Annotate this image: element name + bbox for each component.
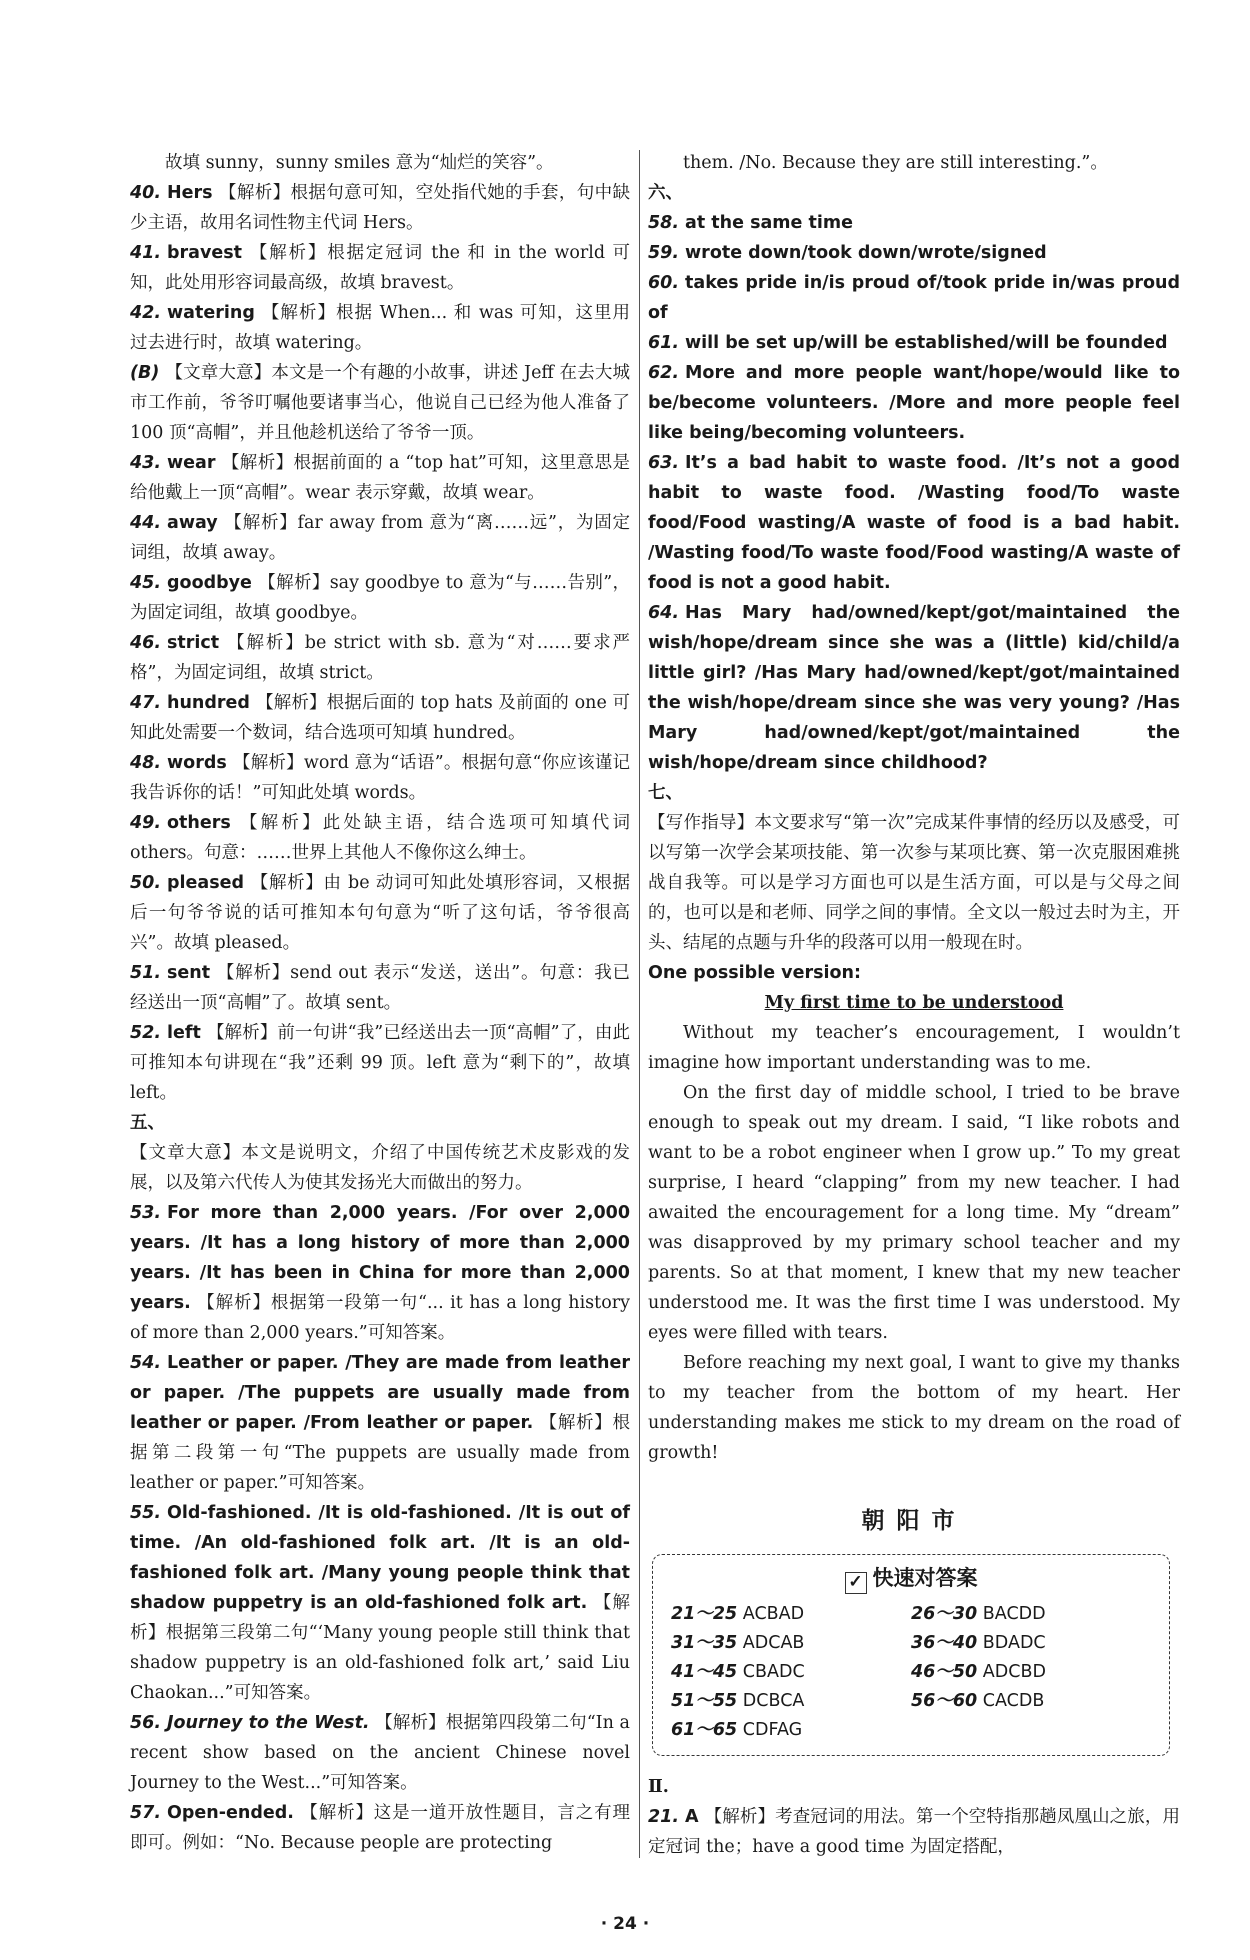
answer-range: 46～50 xyxy=(911,1662,978,1682)
question-number: (B) xyxy=(130,363,160,383)
answer-range: 56～60 xyxy=(911,1691,978,1711)
answer-word: goodbye xyxy=(167,573,252,593)
answer-text: takes pride in/is proud of/took pride in/was proud of xyxy=(648,273,1180,323)
essay-label: One possible version: xyxy=(648,963,861,983)
section-5-summary: 【文章大意】本文是说明文，介绍了中国传统艺术皮影戏的发展，以及第六代传人为使其发扬光大而做出的努力。 xyxy=(130,1143,630,1193)
answer-range: 36～40 xyxy=(911,1633,978,1653)
explanation: 【解析】根据定冠词 the 和 in the world 可知，此处用形容词最高级，故填 bravest。 xyxy=(130,243,630,293)
answer-word: Hers xyxy=(167,183,213,203)
answer-word: strict xyxy=(167,633,220,653)
section-6-heading: 六、 xyxy=(648,183,683,203)
question-number: 59. xyxy=(648,243,680,263)
answer-range: 51～55 xyxy=(671,1691,738,1711)
question-number: 43. xyxy=(130,453,162,473)
question-number: 50. xyxy=(130,873,162,893)
answer-word: sent xyxy=(167,963,211,983)
answer-item xyxy=(130,568,630,628)
quick-answer-cell xyxy=(911,1658,1151,1687)
answer-range: 21～25 xyxy=(671,1604,738,1624)
essay-paragraph: Without my teacher’s encouragement, I wouldn’t imagine how important understanding was to me. xyxy=(648,1023,1180,1073)
explanation: 【解析】此处缺主语，结合选项可知填代词 others。句意：……世界上其他人不像你这么绅士。 xyxy=(130,813,630,863)
essay-title-text: My first time to be understood xyxy=(764,993,1064,1013)
answer-range: 31～35 xyxy=(671,1633,738,1653)
answer-letters: DCBCA xyxy=(742,1691,805,1711)
answer-item xyxy=(130,808,630,868)
answer-word: A xyxy=(685,1807,699,1827)
quick-answer-title xyxy=(671,1563,1151,1594)
question-number: 63. xyxy=(648,453,680,473)
explanation: 【解析】这是一道开放性题目，言之有理即可。例如：“No. Because people are protecting xyxy=(130,1803,630,1853)
question-number: 42. xyxy=(130,303,162,323)
quick-answer-cell xyxy=(911,1629,1151,1658)
answer-letters: BACDD xyxy=(982,1604,1046,1624)
answer-text: wrote down/took down/wrote/signed xyxy=(685,243,1047,263)
answer-item xyxy=(130,958,630,1018)
explanation: 【解析】word 意为“话语”。根据句意“你应该谨记我告诉你的话！”可知此处填 words。 xyxy=(130,753,630,803)
explanation: 【解析】根据第二段第一句“The puppets are usually made from leather or paper.”可知答案。 xyxy=(130,1413,630,1493)
answer-word: left xyxy=(167,1023,201,1043)
question-number: 61. xyxy=(648,333,680,353)
answer-item xyxy=(648,208,1180,238)
quick-answer-cell xyxy=(671,1658,911,1687)
answer-letters: BDADC xyxy=(982,1633,1046,1653)
answer-item xyxy=(130,508,630,568)
question-number: 48. xyxy=(130,753,162,773)
answer-text: It’s a bad habit to waste food. /It’s not a good habit to waste food. /Wasting food/To waste food/Food wasting/A waste of food is a bad habit. /Wasting food/To waste food/Food wasting/A waste of food is not a good habit. xyxy=(648,453,1180,593)
answer-word: pleased xyxy=(167,873,245,893)
essay-title xyxy=(648,988,1180,1018)
answer-text: at the same time xyxy=(685,213,853,233)
answer-text: For more than 2,000 years. /For over 2,000 years. /It has a long history of more than 2,000 years. /It has been in China for more than 2,000 years. xyxy=(130,1203,630,1313)
explanation: 【文章大意】本文是一个有趣的小故事，讲述 Jeff 在去大城市工作前，爷爷叮嘱他要诸事当心，他说自己已经为他人准备了 100 顶“高帽”，并且他趁机送给了爷爷一顶。 xyxy=(130,363,630,443)
essay-paragraph: On the first day of middle school, I tried to be brave enough to speak out my dream. I said, “I like robots and want to be a robot engineer when I grow up.” To my great surprise, I heard “clapping” from my new teacher. I had awaited the encouragement for a long time. My “dream” was disapproved by my primary school teacher and my parents. So at that moment, I knew that my new teacher understood me. It was the first time I was understood. My eyes were filled with tears. xyxy=(648,1083,1180,1343)
answer-range: 26～30 xyxy=(911,1604,978,1624)
answer-word: wear xyxy=(167,453,216,473)
section-6-answers xyxy=(648,208,1180,778)
question-number: 53. xyxy=(130,1203,162,1223)
explanation: 【解析】say goodbye to 意为“与……告别”，为固定词组，故填 goodbye。 xyxy=(130,573,630,623)
question-number: 41. xyxy=(130,243,162,263)
answer-item xyxy=(130,1348,630,1498)
answer-item xyxy=(130,178,630,238)
checkmark-icon: ✓ xyxy=(845,1572,867,1594)
right-column xyxy=(648,148,1180,1862)
question-number: 64. xyxy=(648,603,680,623)
quick-answer-cell xyxy=(671,1629,911,1658)
answer-item xyxy=(648,358,1180,448)
answer-item xyxy=(130,1198,630,1348)
answer-text: Open-ended. xyxy=(167,1803,294,1823)
section-5-heading: 五、 xyxy=(130,1113,165,1133)
question-number: 54. xyxy=(130,1353,162,1373)
answer-word: words xyxy=(167,753,227,773)
answer-item xyxy=(130,148,630,178)
quick-answer-title-text: 快速对答案 xyxy=(872,1565,978,1590)
question-number: 44. xyxy=(130,513,162,533)
answer-item xyxy=(130,1708,630,1798)
essay-paragraph: Before reaching my next goal, I want to give my thanks to my teacher from the bottom of my heart. Her understanding makes me stick to my dream on the road of growth! xyxy=(648,1353,1180,1463)
explanation: 【解析】根据第四段第二句“In a recent show based on the ancient Chinese novel Journey to the West...”可知答案。 xyxy=(130,1713,630,1793)
answer-item xyxy=(130,1018,630,1108)
writing-guide: 【写作指导】本文要求写“第一次”完成某件事情的经历以及感受，可以写第一次学会某项技能、第一次参与某项比赛、第一次克服困难挑战自我等。可以是学习方面也可以是生活方面，可以是与父母之间的，也可以是和老师、同学之间的事情。全文以一般过去时为主，开头、结尾的点题与升华的段落可以用一般现在时。 xyxy=(648,813,1180,953)
answer-range: 61～65 xyxy=(671,1720,738,1740)
answer-letters: ACBAD xyxy=(742,1604,805,1624)
answer-item xyxy=(130,628,630,688)
quick-answer-cell xyxy=(911,1687,1151,1716)
question-21 xyxy=(648,1802,1180,1862)
answer-item xyxy=(130,748,630,808)
answer-text: Has Mary had/owned/kept/got/maintained the wish/hope/dream since she was a (little) kid/child/a little girl? /Has Mary had/owned/kept/got/maintained the wish/hope/dream since she was very young? /Has Mary had/owned/kept/got/maintained the wish/hope/dream since childhood? xyxy=(648,603,1180,773)
answer-word: watering xyxy=(167,303,255,323)
answer-item xyxy=(130,1798,630,1858)
answer-word: away xyxy=(167,513,218,533)
answer-item xyxy=(130,238,630,298)
answer-text: More and more people want/hope/would like to be/become volunteers. /More and more people feel like being/becoming volunteers. xyxy=(648,363,1180,443)
explanation: 故填 sunny，sunny smiles 意为“灿烂的笑容”。 xyxy=(165,153,554,173)
answer-word: others xyxy=(167,813,231,833)
quick-answer-cell xyxy=(671,1716,911,1745)
question-number: 56. xyxy=(130,1713,162,1733)
explanation: 【解析】far away from 意为“离……远”，为固定词组，故填 away。 xyxy=(130,513,630,563)
question-number: 45. xyxy=(130,573,162,593)
column-divider xyxy=(639,150,640,1858)
explanation: 【解析】前一句讲“我”已经送出去一顶“高帽”了，由此可推知本句讲现在“我”还剩 99 顶。left 意为“剩下的”，故填 left。 xyxy=(130,1023,630,1103)
page-number: · 24 · xyxy=(600,1914,650,1934)
question-number: 47. xyxy=(130,693,162,713)
explanation: 【解析】be strict with sb. 意为“对……要求严格”，为固定词组，故填 strict。 xyxy=(130,633,630,683)
explanation: 【解析】send out 表示“发送，送出”。句意：我已经送出一顶“高帽”了。故填 sent。 xyxy=(130,963,630,1013)
continued-answer: them. /No. Because they are still interesting.”。 xyxy=(683,153,1108,173)
quick-answer-box xyxy=(652,1554,1170,1756)
explanation: 【解析】由 be 动词可知此处填形容词，又根据后一句爷爷说的话可推知本句句意为“听了这句话，爷爷很高兴”。故填 pleased。 xyxy=(130,873,630,953)
answer-letters: CACDB xyxy=(982,1691,1045,1711)
explanation: 【解析】根据句意可知，空处指代她的手套，句中缺少主语，故用名词性物主代词 Hers。 xyxy=(130,183,630,233)
answer-item xyxy=(130,358,630,448)
essay-body xyxy=(648,1018,1180,1468)
answer-letters: CDFAG xyxy=(742,1720,803,1740)
quick-answer-cell xyxy=(671,1687,911,1716)
answer-text: will be set up/will be established/will be founded xyxy=(685,333,1168,353)
answer-item xyxy=(130,1498,630,1708)
answer-item xyxy=(130,448,630,508)
answer-letters: CBADC xyxy=(742,1662,805,1682)
explanation: 【解析】根据前面的 a “top hat”可知，这里意思是给他戴上一顶“高帽”。wear 表示穿戴，故填 wear。 xyxy=(130,453,630,503)
question-number: 62. xyxy=(648,363,680,383)
explanation: 【解析】根据第一段第一句“... it has a long history of more than 2,000 years.”可知答案。 xyxy=(130,1293,630,1343)
question-number: 51. xyxy=(130,963,162,983)
answer-item xyxy=(648,328,1180,358)
answer-text: Leather or paper. /They are made from leather or paper. /The puppets are usually made from leather or paper. /From leather or paper. xyxy=(130,1353,630,1433)
answer-list-left xyxy=(130,148,630,1108)
answer-item xyxy=(648,598,1180,778)
answer-item xyxy=(130,868,630,958)
answer-item xyxy=(130,298,630,358)
section-7-heading: 七、 xyxy=(648,783,683,803)
question-number: 60. xyxy=(648,273,680,293)
explanation: 【解析】根据第三段第二句“‘Many young people still think that shadow puppetry is an old-fashioned folk art,’ said Liu Chaokan...”可知答案。 xyxy=(130,1593,630,1703)
left-column xyxy=(130,148,630,1858)
question-number: 46. xyxy=(130,633,162,653)
explanation: 【解析】根据后面的 top hats 及前面的 one 可知此处需要一个数词，结合选项可知填 hundred。 xyxy=(130,693,630,743)
answer-range: 41～45 xyxy=(671,1662,738,1682)
question-number: 57. xyxy=(130,1803,162,1823)
answer-item xyxy=(130,688,630,748)
quick-answer-grid xyxy=(671,1600,1151,1745)
answer-text: Journey to the West. xyxy=(167,1713,370,1733)
section-5-answers xyxy=(130,1198,630,1858)
answer-letters: ADCAB xyxy=(742,1633,805,1653)
answer-word: hundred xyxy=(167,693,250,713)
question-number: 58. xyxy=(648,213,680,233)
section-2-heading: Ⅱ. xyxy=(648,1777,669,1797)
city-heading: 朝阳市 xyxy=(861,1508,967,1534)
explanation: 【解析】根据 When... 和 was 可知，这里用过去进行时，故填 watering。 xyxy=(130,303,630,353)
answer-word: bravest xyxy=(167,243,243,263)
answer-item xyxy=(648,268,1180,328)
question-number: 52. xyxy=(130,1023,162,1043)
question-number: 49. xyxy=(130,813,162,833)
question-number: 40. xyxy=(130,183,162,203)
explanation: 【解析】考查冠词的用法。第一个空特指那趟凤凰山之旅，用定冠词 the；have a good time 为固定搭配， xyxy=(648,1807,1180,1857)
answer-text: Old-fashioned. /It is old-fashioned. /It is out of time. /An old-fashioned folk art. /It is an old-fashioned folk art. /Many young people think that shadow puppetry is an old-fashioned folk art. xyxy=(130,1503,630,1613)
question-number: 21. xyxy=(648,1807,680,1827)
answer-letters: ADCBD xyxy=(982,1662,1046,1682)
quick-answer-cell xyxy=(911,1600,1151,1629)
quick-answer-cell xyxy=(671,1600,911,1629)
answer-item xyxy=(648,238,1180,268)
answer-item xyxy=(648,448,1180,598)
question-number: 55. xyxy=(130,1503,162,1523)
